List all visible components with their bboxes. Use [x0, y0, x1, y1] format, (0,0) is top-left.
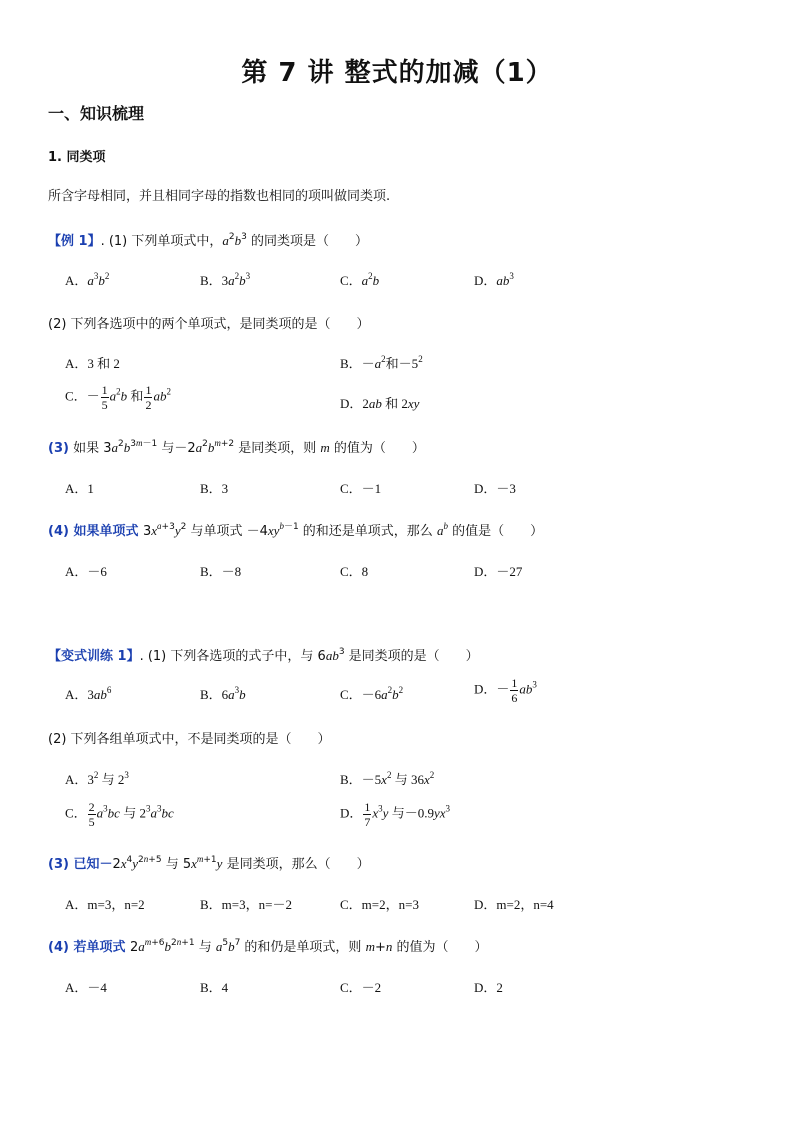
example-tag: 【例 1】	[48, 234, 101, 249]
page-title: 第 7 讲 整式的加减（1）	[241, 58, 553, 88]
var1-q1-option-a: A．$3ab^6$	[65, 685, 112, 702]
definition-text: 所含字母相同，并且相同字母的指数也相同的项叫做同类项.	[48, 189, 391, 204]
ex1-q3-option-c: C．－1	[340, 481, 382, 496]
subsection-heading: 1. 同类项	[48, 150, 106, 165]
ex1-q4: (4) 如果单项式 $3x^{a+3}y^2$ 与单项式 $-4xy^{b-1}$ 的和还是单项式，那么 $a^b$ 的值是（ ）	[48, 521, 544, 539]
ex1-q2-option-c: C．－ $\frac{1}{5}$ $a^2b$ 和 $\frac{1}{2}$ $ab^2$	[65, 383, 171, 412]
ex1-q4-option-c: C．8	[340, 564, 369, 579]
var1-q2-option-d: D． $\frac{1}{7}$ $x^3y$ 与$-0.9yx^3$	[340, 800, 451, 829]
var1-q4-option-d: D．2	[474, 980, 503, 995]
ex1-q1-option-a: A．$a^3b^2$	[65, 271, 110, 288]
ex1-q2: (2) 下列各选项中的两个单项式，是同类项的是（ ）	[48, 317, 370, 332]
var1-q2-option-a: A．$3^2$ 与 $2^3$	[65, 770, 129, 787]
var1-q4-option-b: B．4	[200, 980, 229, 995]
var1-q3-option-d: D．m=2，n=4	[474, 897, 554, 912]
var1-q4-option-c: C．－2	[340, 980, 382, 995]
var1-q4: (4) 若单项式 $2a^{m+6}b^{2n+1}$ 与 $a^5b^7$ 的和仍是单项式，则 m+n 的值为（ ）	[48, 937, 488, 955]
var1-q3-option-a: A．m=3，n=2	[65, 897, 145, 912]
ex1-q1-option-d: D．$ab^3$	[474, 271, 514, 288]
var1-q2-option-b: B．$-5x^2$ 与 $36x^2$	[340, 770, 435, 787]
var1-q1-option-c: C．$-6a^2b^2$	[340, 685, 404, 702]
var1-q4-option-a: A．－4	[65, 980, 107, 995]
var1-q1-option-b: B．$6a^3b$	[200, 685, 246, 702]
ex1-q3-option-d: D．－3	[474, 481, 516, 496]
var1-q1: 【变式训练 1】. (1) 下列各选项的式子中，与 $6ab^3$ 是同类项的是（ ）	[48, 647, 479, 664]
ex1-q1-option-c: C．$a^2b$	[340, 271, 380, 288]
var1-q2-option-c: C． $\frac{2}{5}$ $a^3bc$ 与 $2^3a^3bc$	[65, 800, 174, 829]
ex1-q2-option-a: A．3 和 2	[65, 356, 120, 371]
ex1-q1: 【例 1】. (1) 下列单项式中，$a^2b^3$ 的同类项是（ ）	[48, 232, 368, 249]
ex1-q2-option-d: D．2ab 和 2xy	[340, 396, 420, 411]
var1-q2: (2) 下列各组单项式中，不是同类项的是（ ）	[48, 732, 331, 747]
variation-tag: 【变式训练 1】	[48, 649, 140, 664]
ex1-q3-option-b: B．3	[200, 481, 229, 496]
ex1-q4-option-b: B．－8	[200, 564, 242, 579]
ex1-q4-option-a: A．－6	[65, 564, 107, 579]
ex1-q3-option-a: A．1	[65, 481, 94, 496]
var1-q3-option-b: B．m=3，n=－2	[200, 897, 292, 912]
var1-q3: (3) 已知$-2x^4y^{2n+5}$ 与 $5x^{m+1}y$ 是同类项，那么（ ）	[48, 854, 370, 872]
var1-q1-option-d: D．－ $\frac{1}{6}$ $ab^3$	[474, 676, 537, 705]
section-heading: 一、知识梳理	[48, 104, 145, 123]
ex1-q1-option-b: B．$3a^2b^3$	[200, 271, 251, 288]
ex1-q3: (3) 如果 $3a^2b^{3m-1}$ 与$-2a^2b^{m+2}$ 是同类项，则 m 的值为（ ）	[48, 438, 425, 456]
ex1-q4-option-d: D．－27	[474, 564, 523, 579]
var1-q3-option-c: C．m=2，n=3	[340, 897, 419, 912]
ex1-q2-option-b: B．$-a^2$和$-5^2$	[340, 354, 423, 371]
